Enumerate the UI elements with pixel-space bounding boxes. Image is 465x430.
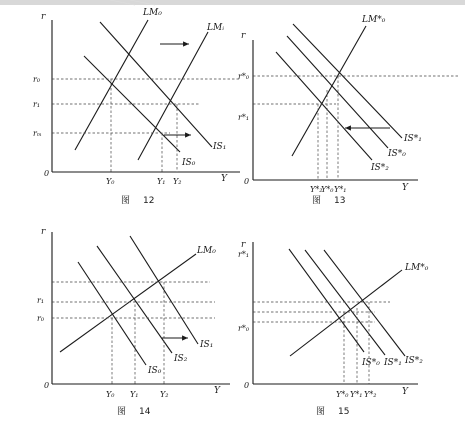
- fig12-tick-r0: r₀: [33, 75, 41, 84]
- fig13-tick-r0: r*₀: [238, 72, 250, 81]
- fig12-caption-prefix: 图: [121, 196, 131, 206]
- fig13-caption-number: 13: [334, 196, 346, 206]
- fig12-axis-r: r: [41, 12, 46, 22]
- fig15-tick-r0: r*₀: [238, 324, 250, 333]
- fig12-label-lm0: LM₀: [143, 8, 162, 18]
- fig12-caption-number: 12: [143, 196, 155, 206]
- fig15-label-is2: IS*₂: [405, 356, 423, 366]
- fig13-tick-y1: Y*₁: [334, 185, 347, 194]
- fig13-origin: 0: [244, 177, 250, 186]
- fig14-tick-y2: Y₂: [160, 390, 169, 399]
- fig15-is1-curve: [305, 250, 385, 355]
- fig15-tick-y2: Y*₂: [364, 390, 377, 399]
- fig14-caption-number: 14: [139, 407, 151, 417]
- fig15-axis-y: Y: [402, 387, 408, 397]
- fig13-caption-prefix: 图: [312, 196, 322, 206]
- fig13-label-lm0: LM*₀: [362, 15, 386, 25]
- fig12-label-lm1: LMᵢ: [207, 23, 225, 33]
- fig12-tick-r1: r₁: [33, 100, 41, 109]
- fig14-caption-prefix: 图: [117, 407, 127, 417]
- fig13-label-is1: IS*₁: [404, 134, 422, 144]
- fig12-label-is0: IS₀: [182, 158, 196, 168]
- fig12-lm0-curve: [75, 20, 148, 150]
- fig13-label-is0: IS*₀: [388, 149, 406, 159]
- fig14-tick-r1: r₁: [37, 296, 45, 305]
- fig14-is2-curve: [97, 246, 172, 353]
- fig13-is2-curve: [276, 52, 372, 160]
- fig15-caption-prefix: 图: [316, 407, 326, 417]
- fig14-tick-y1: Y₁: [130, 390, 139, 399]
- fig13-is1-curve: [293, 24, 402, 138]
- fig12-labels: [33, 8, 228, 206]
- fig15-label-lm0: LM*₀: [405, 263, 429, 273]
- watermark-strip: [0, 0, 465, 5]
- fig15-tick-y1: Y*₁: [350, 390, 363, 399]
- fig13-is0-curve: [287, 36, 388, 148]
- fig15-is0-curve: [289, 249, 364, 352]
- fig13-lm0-curve: [292, 26, 366, 156]
- fig14-axis-r: r: [41, 227, 46, 237]
- fig15-tick-r1: r*₁: [238, 250, 250, 259]
- fig12-tick-y1: Y₁: [157, 177, 166, 186]
- fig13-axis-r: r: [241, 31, 246, 41]
- fig13-tick-r1: r*₁: [238, 113, 250, 122]
- fig13-label-is2: IS*₂: [371, 163, 389, 173]
- fig15-axis-r: r: [241, 240, 246, 250]
- fig13-labels: [238, 15, 422, 206]
- fig12-tick-rw: rₘ: [33, 129, 42, 138]
- fig14-label-is0: IS₀: [148, 366, 162, 376]
- fig15-label-is1: IS*₁: [384, 358, 402, 368]
- fig12-origin: 0: [44, 169, 50, 178]
- figure-12: [52, 20, 240, 172]
- fig14-axis-y: Y: [214, 386, 220, 396]
- fig12-tick-y2: Y₂: [173, 177, 182, 186]
- fig14-origin: 0: [44, 381, 50, 390]
- fig15-origin: 0: [244, 381, 250, 390]
- fig14-label-lm0: LM₀: [197, 246, 216, 256]
- fig12-lm1-curve: [138, 32, 208, 160]
- fig14-tick-r0: r₀: [37, 314, 45, 323]
- fig15-labels: [238, 240, 429, 417]
- fig15-is2-curve: [324, 250, 405, 356]
- fig15-label-is0: IS*₀: [362, 358, 380, 368]
- fig13-axis-y: Y: [402, 183, 408, 193]
- fig13-tick-y2: Y*₂: [310, 185, 323, 194]
- fig13-tick-y0: Y*₀: [321, 185, 334, 194]
- fig14-tick-y0: Y₀: [106, 390, 115, 399]
- figure-13: [253, 24, 460, 180]
- fig12-label-is1: IS₁: [213, 142, 227, 152]
- fig12-axis-y: Y: [221, 174, 227, 184]
- fig15-lm0-curve: [290, 270, 402, 356]
- fig15-caption-number: 15: [338, 407, 350, 417]
- fig14-label-is1: IS₁: [200, 340, 214, 350]
- fig14-label-is2: IS₂: [174, 354, 188, 364]
- fig12-tick-y0: Y₀: [106, 177, 115, 186]
- fig15-tick-y0: Y*₀: [336, 390, 349, 399]
